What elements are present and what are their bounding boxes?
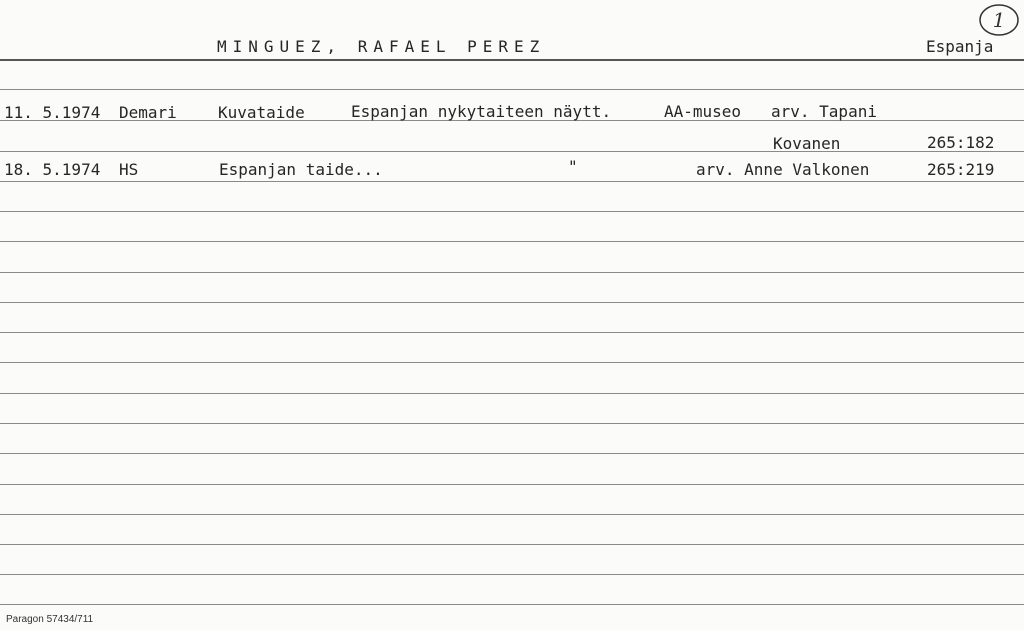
entry-paper: Demari xyxy=(119,103,177,122)
rule xyxy=(0,302,1024,303)
entry-reviewer-cont: Kovanen xyxy=(773,134,841,153)
country-label: Espanja xyxy=(926,37,994,56)
rule xyxy=(0,514,1024,515)
rule xyxy=(0,211,1024,212)
rule xyxy=(0,332,1024,333)
ditto-mark: " xyxy=(568,157,578,176)
entry-reviewer: arv. Anne Valkonen xyxy=(696,160,870,179)
rule xyxy=(0,574,1024,575)
rule xyxy=(0,151,1024,152)
entry-date: 18. 5.1974 xyxy=(4,160,101,179)
rule xyxy=(0,393,1024,394)
rule xyxy=(0,604,1024,605)
rule xyxy=(0,241,1024,242)
circled-number xyxy=(978,2,1020,38)
entry-ref: 265:219 xyxy=(927,160,995,179)
entry-venue: AA-museo xyxy=(664,102,742,121)
entry-ref: 265:182 xyxy=(927,133,995,152)
rule xyxy=(0,272,1024,273)
rule xyxy=(0,544,1024,545)
entry-date: 11. 5.1974 xyxy=(4,103,101,122)
entry-section: Espanjan taide... xyxy=(219,160,383,179)
rule xyxy=(0,423,1024,424)
header-rule xyxy=(0,59,1024,61)
entry-paper: HS xyxy=(119,160,139,179)
rule xyxy=(0,453,1024,454)
card-footer: Paragon 57434/711 xyxy=(6,614,94,625)
rule xyxy=(0,484,1024,485)
entry-title: Espanjan nykytaiteen näytt. xyxy=(351,102,612,121)
entry-reviewer: arv. Tapani xyxy=(771,102,877,121)
rule xyxy=(0,181,1024,182)
rule xyxy=(0,89,1024,90)
rule xyxy=(0,362,1024,363)
card-number: 1 xyxy=(992,8,1006,32)
person-name: MINGUEZ, RAFAEL PEREZ xyxy=(217,37,546,56)
circle-mark xyxy=(978,2,1020,38)
entry-section: Kuvataide xyxy=(218,103,305,122)
